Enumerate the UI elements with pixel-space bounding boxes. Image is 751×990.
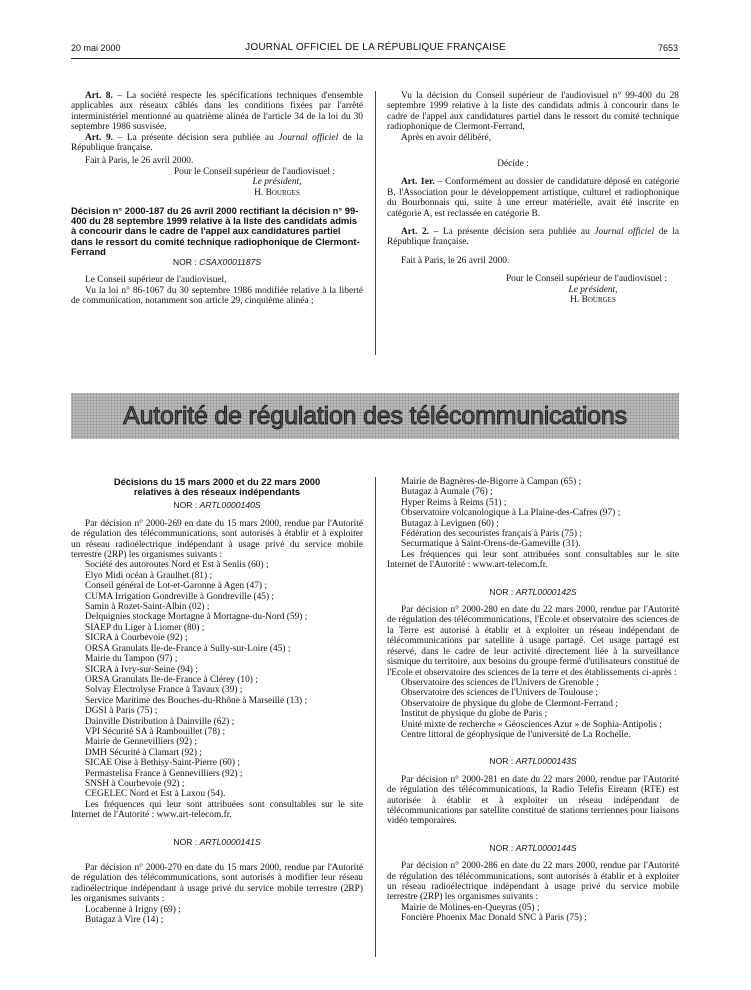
list-item: VPI Sécurité SA à Rambouillet (78) ; <box>85 726 226 737</box>
column-divider <box>375 477 376 957</box>
article-9: Art. 9. – La présente décision sera publiée au Journal officiel de la République française. <box>71 132 363 154</box>
signature-name: H. Bourges <box>254 187 300 198</box>
nor-reference: NOR : ARTL0000144S <box>489 842 577 853</box>
nor-reference: NOR : ARTL0000142S <box>489 586 577 597</box>
list-item: Samin à Rozet-Saint-Albin (02) ; <box>85 602 210 613</box>
bottom-left-column <box>71 477 363 925</box>
paragraph: Vu la décision du Conseil supérieur de l'audiovisuel n° 99-400 du 28 septembre 1999 relative à la liste des candidats admis à concourir dans le cadre de l'appel aux candidatures partiel dans le ressort du comité technique radiophonique de Clermont-Ferrand, <box>387 91 679 133</box>
nor-reference: NOR : CSAX0001187S <box>172 257 262 268</box>
header-date: 20 mai 2000 <box>71 43 121 53</box>
signature-name: H. Bourges <box>570 295 616 306</box>
fait-a-paris: Fait à Paris, le 26 avril 2000. <box>401 255 510 266</box>
list-item: Institut de physique du globe de Paris ; <box>401 709 548 720</box>
list-item: Elyo Midi océan à Graulhet (81) ; <box>85 570 213 581</box>
decision-intro: Par décision n° 2000-270 en date du 15 mars 2000, rendue par l'Autorité de régulation des télécommunications, sont autorisés à modifier leur réseau radioélectrique indépendant à usage privé du service mobile terrestre (2RP) les organismes suivants : <box>71 863 363 905</box>
list-item: CUMA Irrigation Gondreville à Gondreville (45) ; <box>85 591 275 602</box>
organism-list <box>387 477 679 550</box>
organism-list <box>71 905 363 926</box>
article-1: Art. 1er. – Conformément au dossier de candidature déposé en catégorie B, l'Association pour le développement artistique, culturel et radiophonique du Bourbonnais qui, suite à une erreur matérielle, avait été inscrite en catégorie A, est reclassée en catégorie B. <box>387 177 679 219</box>
list-item: ORSA Granulats Ile-de-France à Sully-sur-Loire (45) ; <box>85 643 291 654</box>
frequencies-note: Les fréquences qui leur sont attribuées sont consultables sur le site Internet de l'Autorité : www.art-telecom.fr. <box>387 549 679 571</box>
top-left-column <box>71 91 363 307</box>
list-item: Mairie de Gennevilliers (92) ; <box>85 737 197 748</box>
section-banner-title: Autorité de régulation des télécommunications <box>123 402 627 430</box>
list-item: Butagaz à Vire (14) ; <box>85 915 164 926</box>
list-item: DMH Sécurité à Clamart (92) ; <box>85 747 202 758</box>
list-item: Dainville Distribution à Dainville (62) ; <box>85 716 235 727</box>
frequencies-note: Les fréquences qui leur sont attribuées sont consultables sur le site Internet de l'Autorité : www.art-telecom.fr. <box>71 799 363 821</box>
list-item: Observatoire volcanologique à La Plaine-des-Cafres (97) ; <box>401 508 621 519</box>
journal-title: JOURNAL OFFICIEL DE LA RÉPUBLIQUE FRANÇAISE <box>245 42 506 53</box>
column-divider <box>375 91 376 355</box>
top-right-column <box>387 91 679 306</box>
article-2: Art. 2. – La présente décision sera publiée au Journal officiel de la République française. <box>387 227 679 248</box>
list-item: SICAE Oise à Bethisy-Saint-Pierre (60) ; <box>85 758 240 769</box>
list-item: Mairie de Bagnères-de-Bigorre à Campan (65) ; <box>401 477 582 487</box>
list-item: DGSI à Paris (75) ; <box>85 706 158 717</box>
paragraph: Après en avoir délibéré, <box>401 132 492 143</box>
list-item: Delquignies stockage Mortagne à Mortagne-du-Nord (59) ; <box>85 612 308 623</box>
list-item: Observatoire des sciences de l'Univers de Grenoble ; <box>401 677 599 688</box>
president-title: Le président, <box>252 177 302 188</box>
decision-paragraph: Par décision n° 2000-286 en date du 22 mars 2000, rendue par l'Autorité de régulation des télécommunications, sont autorisés à établir et à exploiter un réseau radioélectrique indépendant à usage privé du service mobile terrestre (2RP) les organismes suivants : <box>387 861 679 903</box>
list-item: Butagaz à Aumale (76) ; <box>401 487 493 498</box>
list-item: SICRA à Courbevoie (92) ; <box>85 633 188 644</box>
list-item: Observatoire des sciences de l'Univers de Toulouse ; <box>401 688 598 699</box>
organism-list <box>71 560 363 799</box>
list-item: Locabenne à Irigny (69) ; <box>85 904 181 915</box>
list-item: Centre littoral de géophysique de l'université de La Rochelle. <box>401 729 631 740</box>
list-item: Permastelisa France à Gennevilliers (92) ; <box>85 768 243 779</box>
list-item: Fédération des secouristes français à Paris (75) ; <box>401 529 582 540</box>
decision-title: Décision n° 2000-187 du 26 avril 2000 rectifiant la décision n° 99-400 du 28 septembre 1999 relative à la liste des candidats admis à concourir dans le cadre de l'appel aux candidatures partiel dans le ressort du comité technique radiophonique de Clermont-Ferrand <box>71 205 360 257</box>
article-8: Art. 8. – La société respecte les spécifications techniques d'ensemble applicables aux réseaux câblés dans les conditions fixées par l'arrêté interministériel mentionné au quatrième alinéa de l'article 34 de la loi du 30 septembre 1986 susvisée. <box>71 91 363 133</box>
list-item: Service Maritime des Bouches-du-Rhône à Marseille (13) ; <box>85 695 308 706</box>
section-banner <box>71 393 679 439</box>
decision-paragraph: Par décision n° 2000-280 en date du 22 mars 2000, rendue par l'Autorité de régulation des télécommunications, l'Ecole et observatoire des sciences de la Terre est autorisé à établir et à exploiter un réseau indépendant de télécommunications par satellite à usage partagé. Cet usage partagé est réservé, dans le cadre de leur activité directement liée à la surveillance sismique du territoire, aux besoins du groupe fermé d'utilisateurs constitué de l'Ecole et observatoire des sciences de la terre et des établissements ci-après : <box>387 605 679 678</box>
president-title: Le président, <box>568 284 618 295</box>
list-item: Société des autoroutes Nord et Est à Senlis (60) ; <box>85 560 269 571</box>
signatory-line: Pour le Conseil supérieur de l'audiovisuel : <box>173 166 335 177</box>
list-item: SIAEP du Liger à Liomer (80) ; <box>85 622 205 633</box>
page-number: 7653 <box>657 43 678 53</box>
decide-heading: Décide : <box>497 159 529 170</box>
nor-reference: NOR : ARTL0000140S <box>173 500 261 511</box>
list-item: Butagaz à Levignen (60) ; <box>401 518 499 529</box>
header-rule <box>71 58 680 59</box>
list-item: Securmatique à Saint-Orens-de-Gameville (31). <box>401 539 581 550</box>
list-item: CEGELEC Nord et Est à Laxou (54). <box>85 789 226 800</box>
organism-list <box>387 903 679 924</box>
signatory-line: Pour le Conseil supérieur de l'audiovisuel : <box>505 274 667 285</box>
decision-paragraph: Par décision n° 2000-281 en date du 22 mars 2000, rendue par l'Autorité de régulation des télécommunications, la Radio Telefis Eireann (RTE) est autorisée à établir et à exploiter un réseau indépendant de télécommunications par satellite constitué de stations terriennes pour liaisons vidéo temporaires. <box>387 774 679 827</box>
list-item: Mairie du Tampon (97) ; <box>85 654 178 665</box>
fait-a-paris: Fait à Paris, le 26 avril 2000. <box>85 156 194 167</box>
paragraph: Vu la loi n° 86-1067 du 30 septembre 1986 modifiée relative à la liberté de communication, notamment son article 29, cinquième alinéa ; <box>71 285 363 307</box>
list-item: Conseil général de Lot-et-Garonne à Agen (47) ; <box>85 581 267 592</box>
paragraph: Le Conseil supérieur de l'audiovisuel, <box>85 275 227 286</box>
list-item: SICRA à Ivry-sur-Seine (94) ; <box>85 664 198 675</box>
list-item: Foncière Phoenix Mac Donald SNC à Paris (75) ; <box>401 913 587 924</box>
list-item: Solvay Electrolyse France à Tavaux (39) ; <box>85 685 243 696</box>
institution-list <box>387 678 679 740</box>
bottom-right-column <box>387 477 679 924</box>
nor-reference: NOR : ARTL0000141S <box>173 836 261 847</box>
decisions-title: Décisions du 15 mars 2000 et du 22 mars 2000 relatives à des réseaux indépendants <box>113 476 321 498</box>
list-item: Observatoire de physique du globe de Clermont-Ferrand ; <box>401 698 618 709</box>
list-item: Hyper Reims à Reims (51) ; <box>401 497 507 508</box>
list-item: SNSH à Courbevoie (92) ; <box>85 778 185 789</box>
nor-reference: NOR : ARTL0000143S <box>489 756 577 767</box>
list-item: Mairie de Molines-en-Queyras (05) ; <box>401 902 540 913</box>
decision-intro: Par décision n° 2000-269 en date du 15 mars 2000, rendue par l'Autorité de régulation des télécommunications, sont autorisés à établir et à exploiter un réseau radioélectrique indépendant à usage privé du service mobile terrestre (2RP) les organismes suivants : <box>71 518 363 561</box>
list-item: ORSA Granulats Ile-de-France à Clérey (10) ; <box>85 674 258 685</box>
list-item: Unité mixte de recherche « Géosciences Azur » de Sophia-Antipolis ; <box>401 719 662 730</box>
